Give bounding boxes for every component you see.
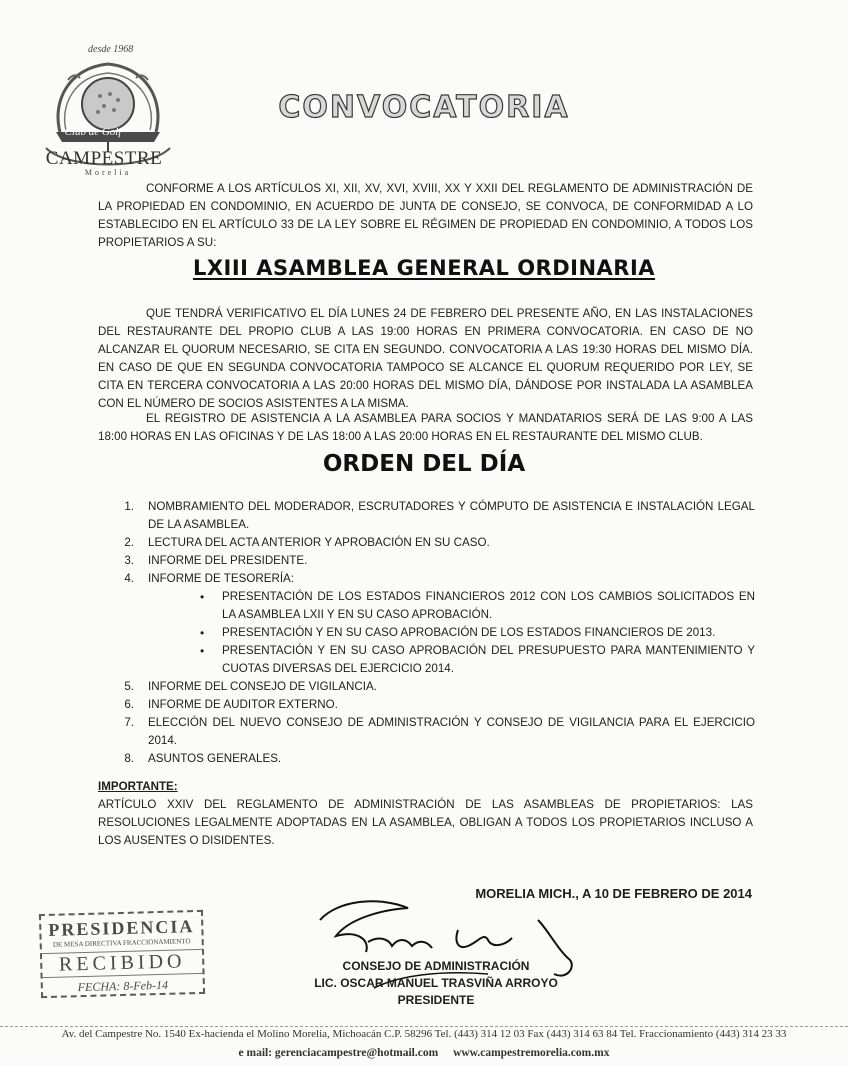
signature-body: CONSEJO DE ADMINISTRACIÓN	[342, 959, 530, 973]
agenda-item-number: 8.	[124, 752, 134, 765]
agenda-item	[110, 534, 755, 552]
verification-paragraph: QUE TENDRÁ VERIFICATIVO EL DÍA LUNES 24 DE FEBRERO DEL PRESENTE AÑO, EN LAS INSTALACIONES DEL RESTAURANTE DEL PROPIO CLUB A LAS 19:00 HORAS EN PRIMERA CONVOCATORIA. EN CASO DE NO ALCANZAR EL QUORUM NECESARIO, SE CITA EN SEGUNDO. CONVOCATORIA A LAS 19:30 HORAS DEL MISMO DÍA. EN CASO DE QUE EN SEGUNDA CONVOCATORIA TAMPOCO SE ALCANCE EL QUORUM REQUERIDO POR LEY, SE CITA EN TERCERA CONVOCATORIA A LAS 20:00 HORAS DEL MISMO DÍA, DÁNDOSE POR INSTALADA LA ASAMBLEA CON EL NÚMERO DE SOCIOS ASISTENTES A LA MISMA.	[98, 307, 753, 410]
footer-divider	[0, 1026, 848, 1027]
agenda-item-number: 4.	[124, 572, 134, 585]
agenda-item-text: INFORME DE AUDITOR EXTERNO.	[148, 698, 338, 711]
agenda-item-number: 2.	[124, 536, 134, 549]
agenda-item	[110, 552, 755, 570]
intro-paragraph: CONFORME A LOS ARTÍCULOS XI, XII, XV, XVI, XVIII, XX Y XXII DEL REGLAMENTO DE ADMINISTRACIÓN DE LA PROPIEDAD EN CONDOMINIO, EN ACUERDO DE JUNTA DE CONSEJO, SE CONVOCA, DE CONFORMIDAD A LO ESTABLECIDO EN EL ARTÍCULO 33 DE LA LEY SOBRE EL RÉGIMEN DE PROPIEDAD EN CONDOMINIO, A TODOS LOS PROPIETARIOS A SU:	[98, 182, 753, 249]
treasury-subitem: • PRESENTACIÓN DE LOS ESTADOS FINANCIEROS 2012 CON LOS CAMBIOS SOLICITADOS EN LA ASAMBLEA LXII Y EN SU CASO APROBACIÓN.	[198, 588, 755, 624]
agenda-item-text: INFORME DEL PRESIDENTE.	[148, 554, 308, 567]
stamp-date: FECHA: 8-Feb-14	[77, 977, 169, 995]
signature-name: LIC. OSCAR MANUEL TRASVIÑA ARROYO	[314, 976, 558, 990]
agenda-item-text: ASUNTOS GENERALES.	[148, 752, 282, 765]
stamp-heading: PRESIDENCIA	[48, 916, 195, 940]
logo-city: Morelia	[84, 168, 132, 177]
footer-address: Av. del Campestre No. 1540 Ex-hacienda el Molino Morelia, Michoacán C.P. 58296 Tel. (443) 314 12 03 Fax (443) 314 63 84 Tel. Fraccionamiento (443) 314 23 33	[61, 1028, 787, 1040]
agenda-item-number: 5.	[124, 680, 134, 693]
agenda-item	[110, 498, 755, 534]
agenda-item-text: INFORME DEL CONSEJO DE VIGILANCIA.	[148, 680, 377, 693]
agenda-item-number: 1.	[124, 500, 134, 513]
agenda-item-number: 7.	[124, 716, 134, 729]
place-date: MORELIA MICH., A 10 DE FEBRERO DE 2014	[475, 886, 752, 901]
agenda-item-number: 3.	[124, 554, 134, 567]
agenda-title: ORDEN DEL DÍA	[322, 451, 526, 477]
agenda-item	[110, 696, 755, 714]
footer-contact	[0, 1047, 848, 1059]
stamp-received: RECIBIDO	[42, 949, 203, 978]
registry-paragraph: EL REGISTRO DE ASISTENCIA A LA ASAMBLEA PARA SOCIOS Y MANDATARIOS SERÁ DE LAS 9:00 A LAS 18:00 HORAS EN LAS OFICINAS Y DE LAS 18:00 A LAS 20:00 HORAS EN EL RESTAURANTE DEL MISMO CLUB.	[98, 412, 753, 443]
logo-name: CAMPESTRE	[45, 148, 163, 169]
assembly-title: LXIII ASAMBLEA GENERAL ORDINARIA	[192, 256, 656, 280]
treasury-subitem: • PRESENTACIÓN Y EN SU CASO APROBACIÓN DE LOS ESTADOS FINANCIEROS DE 2013.	[198, 624, 755, 642]
treasury-subitem: • PRESENTACIÓN Y EN SU CASO APROBACIÓN DEL PRESUPUESTO PARA MANTENIMIENTO Y CUOTAS DIVERSAS DEL EJERCICIO 2014.	[198, 642, 755, 678]
agenda-item	[110, 714, 755, 750]
agenda-item	[110, 570, 755, 678]
page-title: CONVOCATORIA	[278, 90, 570, 125]
received-stamp	[39, 910, 205, 998]
agenda-item-text: LECTURA DEL ACTA ANTERIOR Y APROBACIÓN EN SU CASO.	[148, 536, 490, 549]
stamp-subtitle: DE MESA DIRECTIVA FRACCIONAMIENTO	[52, 937, 191, 949]
logo-since-text: desde 1968	[88, 44, 134, 55]
signature-block	[296, 958, 576, 1009]
important-text: ARTÍCULO XXIV DEL REGLAMENTO DE ADMINISTRACIÓN DE LAS ASAMBLEAS DE PROPIETARIOS: LAS RESOLUCIONES LEGALMENTE ADOPTADAS EN LA ASAMBLEA, OBLIGAN A TODOS LOS PROPIETARIOS INCLUSO A LOS AUSENTES O DISIDENTES.	[98, 798, 753, 847]
agenda-item-text: INFORME DE TESORERÍA:	[148, 572, 295, 585]
agenda-item-text: NOMBRAMIENTO DEL MODERADOR, ESCRUTADORES Y CÓMPUTO DE ASISTENCIA E INSTALACIÓN LEGAL DE LA ASAMBLEA.	[148, 500, 755, 531]
agenda-list	[110, 498, 755, 768]
important-heading: IMPORTANTE:	[98, 780, 178, 793]
footer-website: www.campestremorelia.com.mx	[453, 1047, 610, 1059]
logo-club-text: Club de Golf	[64, 126, 122, 138]
agenda-item	[110, 678, 755, 696]
signature-role: PRESIDENTE	[397, 993, 475, 1007]
footer-email: e mail: gerenciacampestre@hotmail.com	[238, 1047, 439, 1059]
agenda-item-number: 6.	[124, 698, 134, 711]
treasury-sublist	[148, 588, 755, 678]
agenda-item	[110, 750, 755, 768]
agenda-item-text: ELECCIÓN DEL NUEVO CONSEJO DE ADMINISTRACIÓN Y CONSEJO DE VIGILANCIA PARA EL EJERCICIO 2014.	[148, 716, 755, 747]
